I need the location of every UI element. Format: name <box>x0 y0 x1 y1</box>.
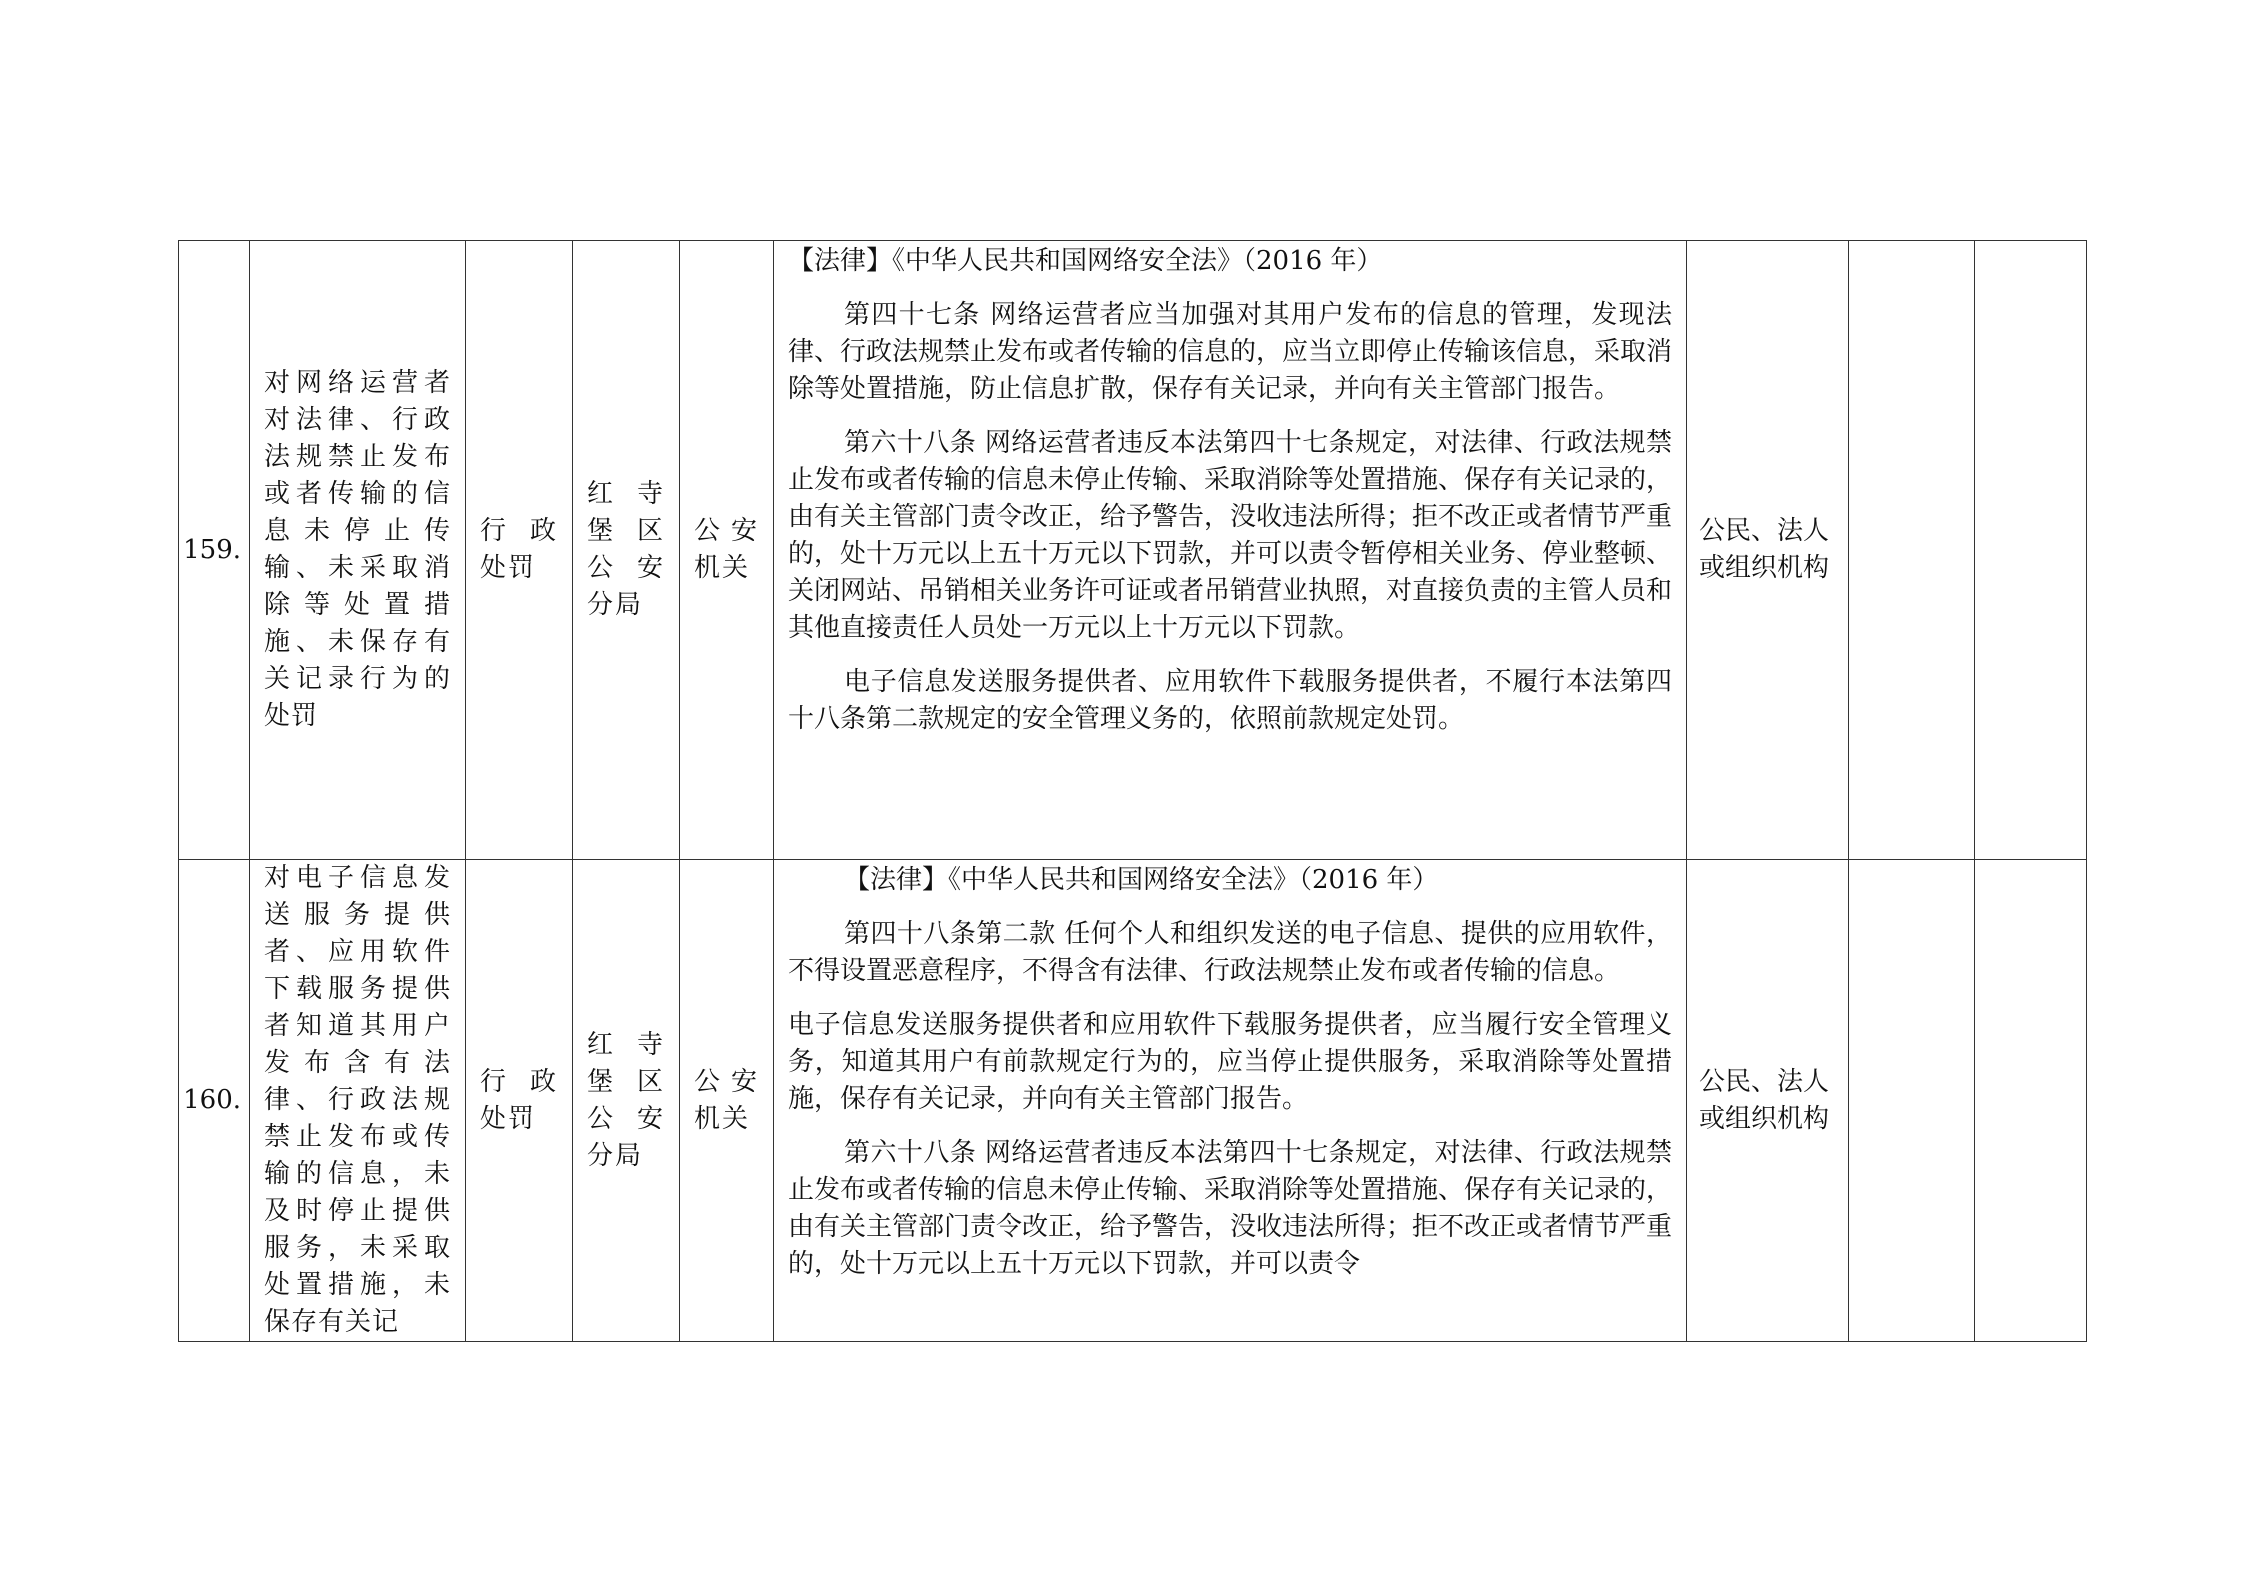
power-category: 行政处罚 <box>466 241 573 860</box>
law-article: 第四十七条 网络运营者应当加强对其用户发布的信息的管理，发现法律、行政法规禁止发布或者传输的信息的，应当立即停止传输该信息，采取消除等处置措施，防止信息扩散，保存有关记录，并向有关主管部门报告。 <box>788 300 1672 404</box>
law-article: 电子信息发送服务提供者和应用软件下载服务提供者，应当履行安全管理义务，知道其用户有前款规定行为的，应当停止提供服务，采取消除等处置措施，保存有关记录，并向有关主管部门报告。 <box>788 1010 1672 1114</box>
table-row <box>179 860 2087 1342</box>
applicable-subject: 公民、法人或组织机构 <box>1687 860 1849 1342</box>
organ-type: 公安机关 <box>680 241 774 860</box>
item-name: 对网络运营者对法律、行政法规禁止发布或者传输的信息未停止传输、未采取消除等处置措施、未保存有关记录行为的处罚 <box>250 241 466 860</box>
empty-cell <box>1849 860 1975 1342</box>
item-name: 对电子信息发送服务提供者、应用软件下载服务提供者知道其用户发布含有法律、行政法规禁止发布或传输的信息，未及时停止提供服务，未采取处置措施，未保存有关记 <box>250 860 466 1342</box>
law-title: 【法律】《中华人民共和国网络安全法》（2016 年） <box>788 246 1383 276</box>
row-number: 159. <box>179 241 250 860</box>
organ-type: 公安机关 <box>680 860 774 1342</box>
applicable-subject: 公民、法人或组织机构 <box>1687 241 1849 860</box>
implementing-body: 红寺堡区公安分局 <box>573 241 680 860</box>
law-article: 第六十八条 网络运营者违反本法第四十七条规定，对法律、行政法规禁止发布或者传输的信息未停止传输、采取消除等处置措施、保存有关记录的，由有关主管部门责令改正，给予警告，没收违法所得；拒不改正或者情节严重的，处十万元以上五十万元以下罚款，并可以责令暂停相关业务、停业整顿、关闭网站、吊销相关业务许可证或者吊销营业执照，对直接负责的主管人员和其他直接责任人员处一万元以上十万元以下罚款。 <box>788 428 1672 643</box>
law-article: 第四十八条第二款 任何个人和组织发送的电子信息、提供的应用软件，不得设置恶意程序，不得含有法律、行政法规禁止发布或者传输的信息。 <box>788 919 1672 986</box>
empty-cell <box>1849 241 1975 860</box>
law-title: 【法律】《中华人民共和国网络安全法》（2016 年） <box>844 865 1439 895</box>
law-article: 电子信息发送服务提供者、应用软件下载服务提供者，不履行本法第四十八条第二款规定的安全管理义务的，依照前款规定处罚。 <box>788 667 1672 734</box>
empty-cell <box>1975 241 2087 860</box>
table-row <box>179 241 2087 860</box>
legal-basis <box>774 860 1687 1342</box>
law-article: 第六十八条 网络运营者违反本法第四十七条规定，对法律、行政法规禁止发布或者传输的信息未停止传输、采取消除等处置措施、保存有关记录的，由有关主管部门责令改正，给予警告，没收违法所得；拒不改正或者情节严重的，处十万元以上五十万元以下罚款，并可以责令 <box>788 1138 1672 1279</box>
implementing-body: 红寺堡区公安分局 <box>573 860 680 1342</box>
empty-cell <box>1975 860 2087 1342</box>
legal-basis <box>774 241 1687 860</box>
power-list-table <box>178 240 2087 1342</box>
row-number: 160. <box>179 860 250 1342</box>
power-category: 行政处罚 <box>466 860 573 1342</box>
